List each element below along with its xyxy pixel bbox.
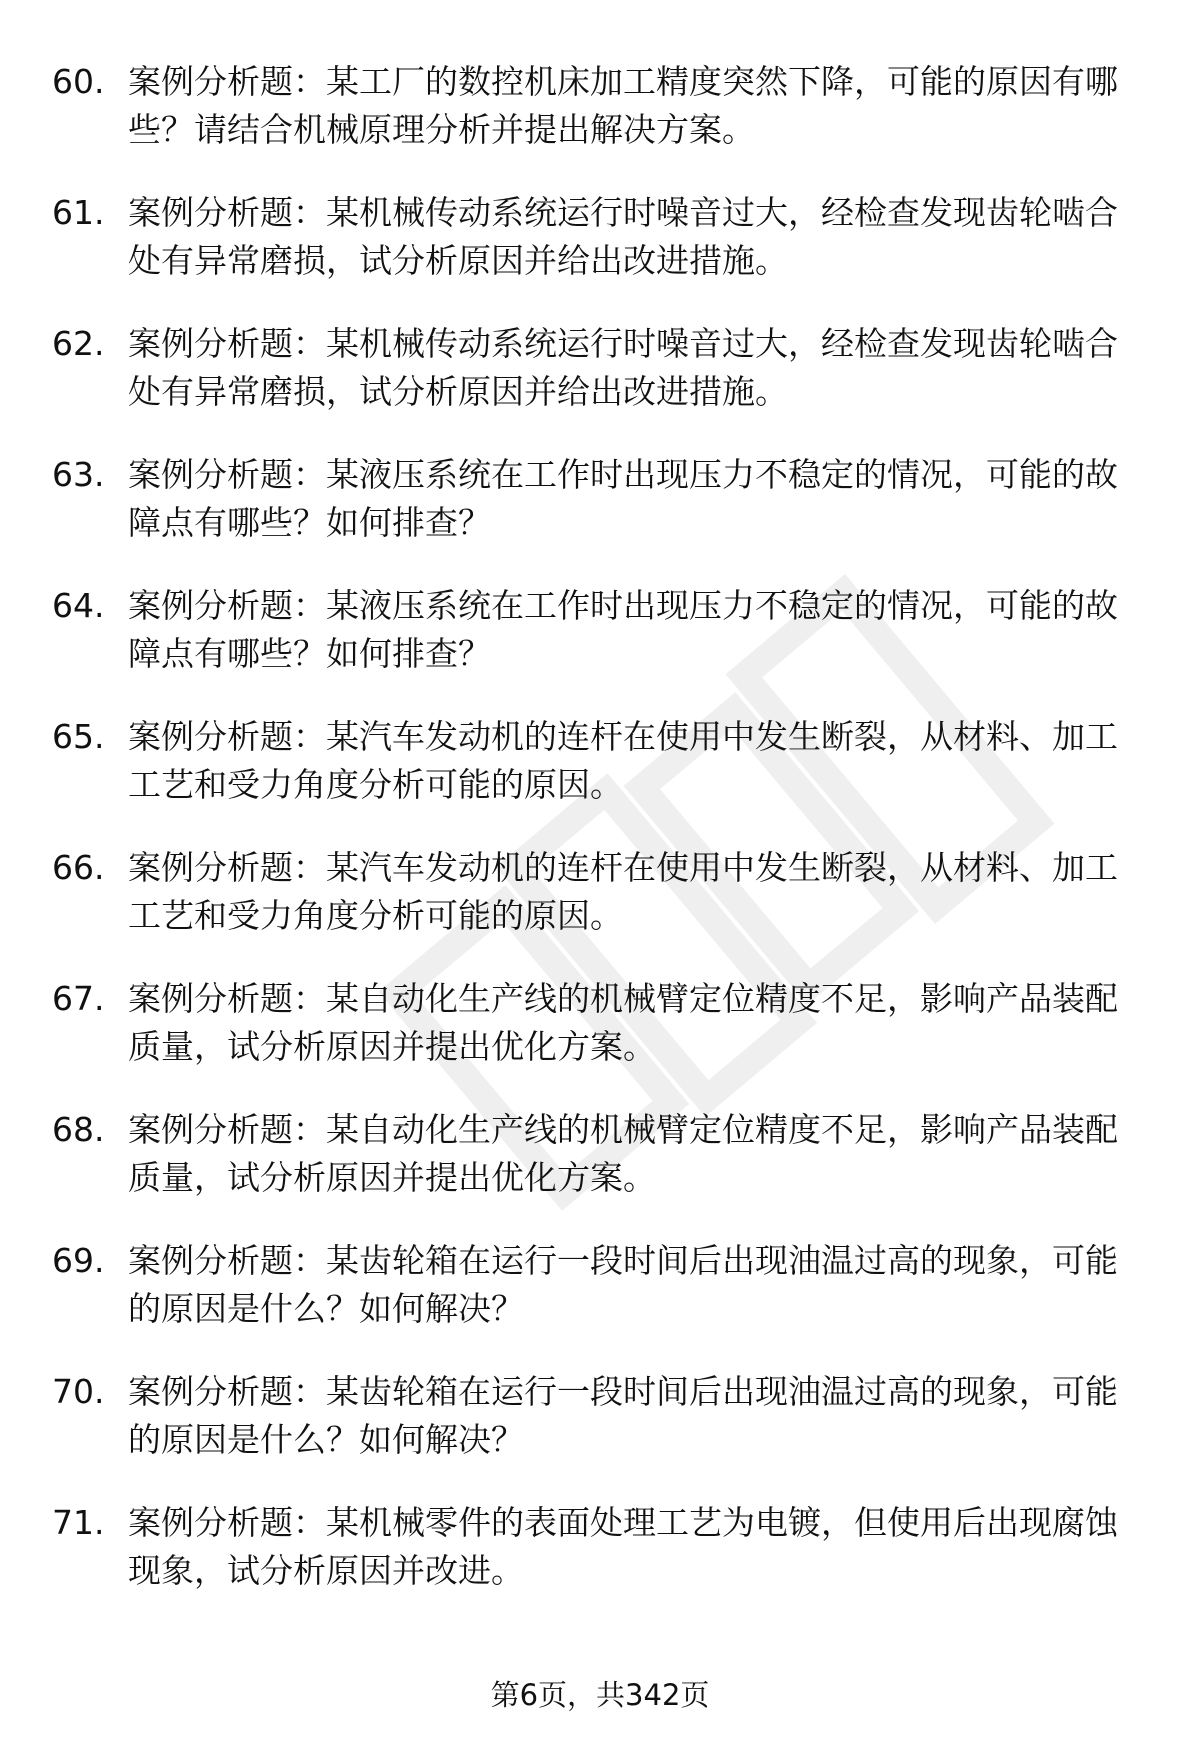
question-list xyxy=(0,58,1200,1630)
question-text: 案例分析题：某自动化生产线的机械臂定位精度不足，影响产品装配质量，试分析原因并提出优化方案。 xyxy=(128,979,1118,1066)
question-number: 69. xyxy=(52,1241,105,1280)
list-item xyxy=(0,1499,1200,1630)
question-text: 案例分析题：某齿轮箱在运行一段时间后出现油温过高的现象，可能的原因是什么？如何解决？ xyxy=(128,1372,1118,1459)
list-item xyxy=(0,451,1200,582)
list-item xyxy=(0,844,1200,975)
list-item xyxy=(0,320,1200,451)
question-text: 案例分析题：某机械零件的表面处理工艺为电镀，但使用后出现腐蚀现象，试分析原因并改进。 xyxy=(128,1503,1118,1590)
question-text: 案例分析题：某自动化生产线的机械臂定位精度不足，影响产品装配质量，试分析原因并提出优化方案。 xyxy=(128,1110,1118,1197)
question-text: 案例分析题：某汽车发动机的连杆在使用中发生断裂，从材料、加工工艺和受力角度分析可能的原因。 xyxy=(128,717,1118,804)
question-text: 案例分析题：某机械传动系统运行时噪音过大，经检查发现齿轮啮合处有异常磨损，试分析原因并给出改进措施。 xyxy=(128,193,1118,280)
page-number: 第6页，共342页 xyxy=(490,1678,710,1712)
question-number: 66. xyxy=(52,848,105,887)
list-item xyxy=(0,582,1200,713)
question-text: 案例分析题：某齿轮箱在运行一段时间后出现油温过高的现象，可能的原因是什么？如何解决？ xyxy=(128,1241,1118,1328)
question-number: 60. xyxy=(52,62,105,101)
question-number: 68. xyxy=(52,1110,105,1149)
question-number: 64. xyxy=(52,586,105,625)
question-number: 70. xyxy=(52,1372,105,1411)
list-item xyxy=(0,58,1200,189)
list-item xyxy=(0,713,1200,844)
list-item xyxy=(0,1237,1200,1368)
question-number: 71. xyxy=(52,1503,105,1542)
question-text: 案例分析题：某机械传动系统运行时噪音过大，经检查发现齿轮啮合处有异常磨损，试分析原因并给出改进措施。 xyxy=(128,324,1118,411)
list-item xyxy=(0,189,1200,320)
list-item xyxy=(0,975,1200,1106)
question-number: 65. xyxy=(52,717,105,756)
question-number: 63. xyxy=(52,455,105,494)
question-number: 67. xyxy=(52,979,105,1018)
question-text: 案例分析题：某液压系统在工作时出现压力不稳定的情况，可能的故障点有哪些？如何排查？ xyxy=(128,455,1118,542)
question-number: 62. xyxy=(52,324,105,363)
question-text: 案例分析题：某液压系统在工作时出现压力不稳定的情况，可能的故障点有哪些？如何排查？ xyxy=(128,586,1118,673)
question-number: 61. xyxy=(52,193,105,232)
list-item xyxy=(0,1368,1200,1499)
list-item xyxy=(0,1106,1200,1237)
question-text: 案例分析题：某工厂的数控机床加工精度突然下降，可能的原因有哪些？请结合机械原理分析并提出解决方案。 xyxy=(128,62,1118,149)
question-text: 案例分析题：某汽车发动机的连杆在使用中发生断裂，从材料、加工工艺和受力角度分析可能的原因。 xyxy=(128,848,1118,935)
